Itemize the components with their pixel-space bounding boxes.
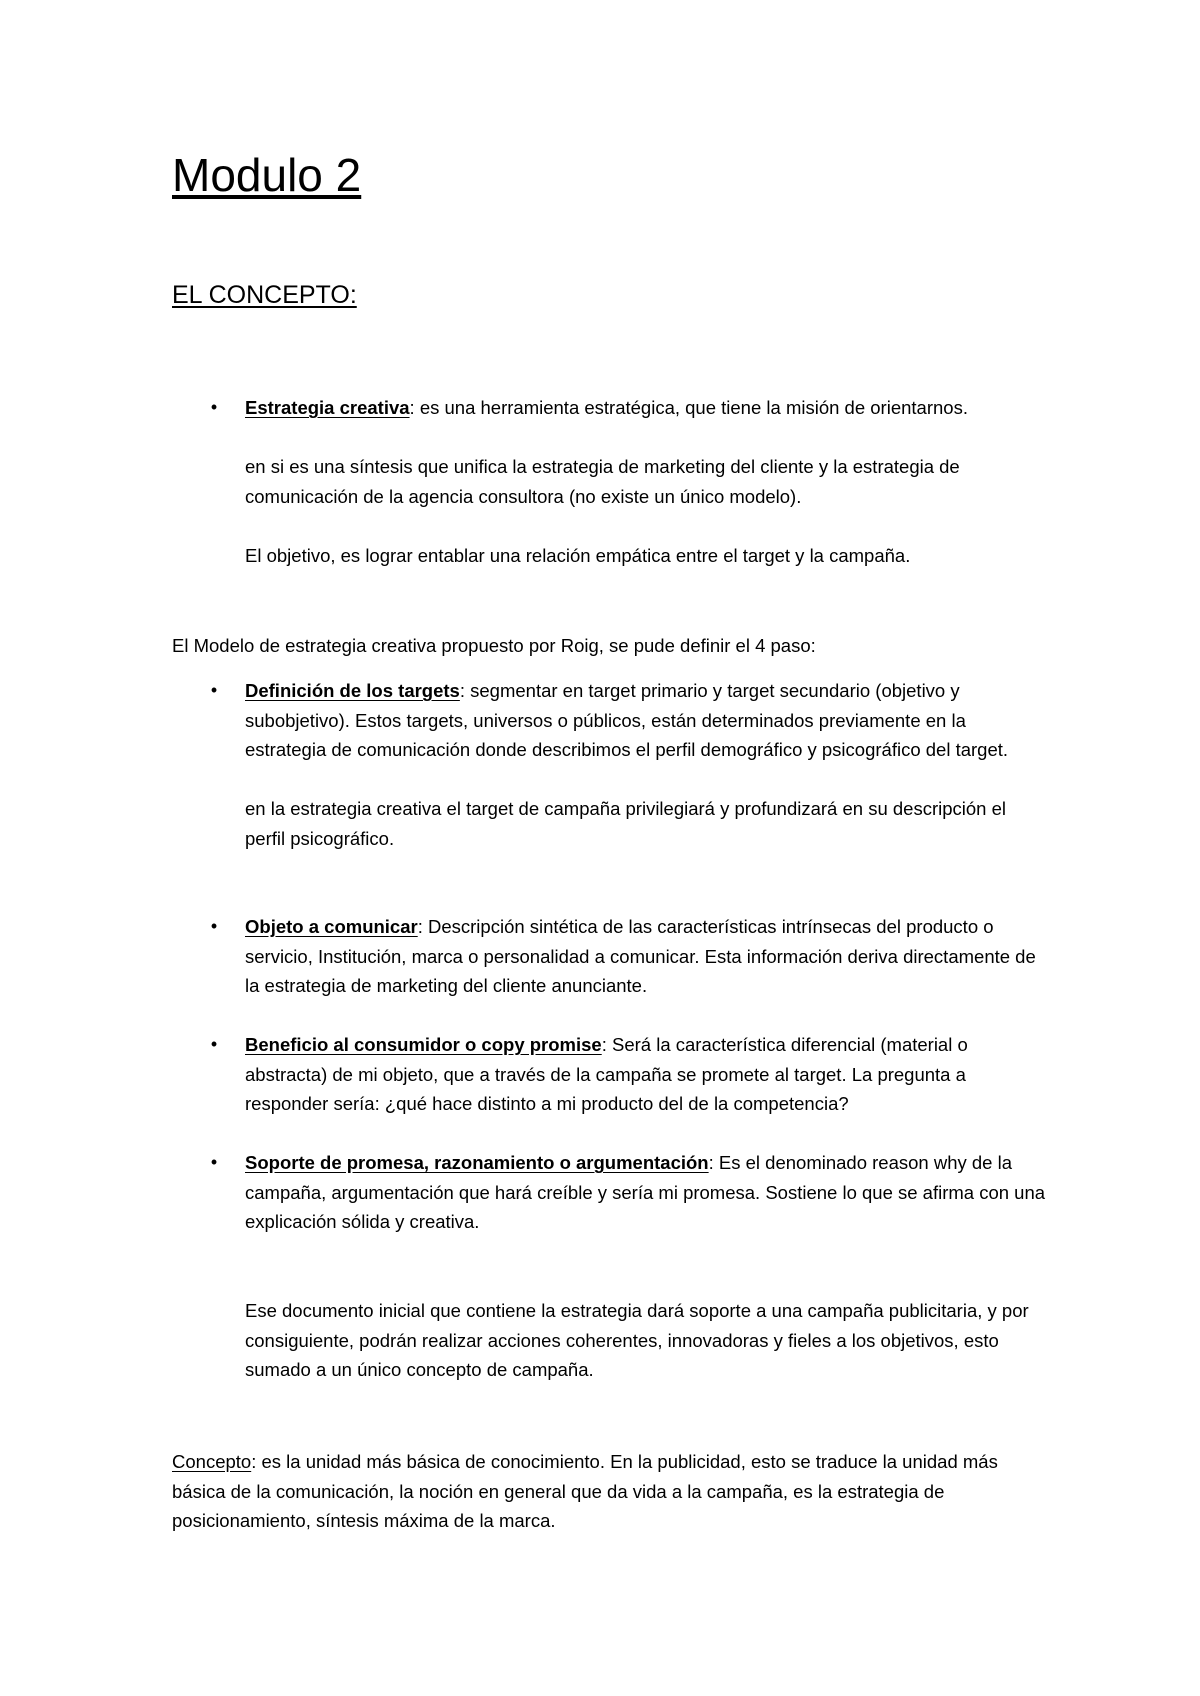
list-item-benefit — [210, 1030, 1050, 1119]
closing-text: Ese documento inicial que contiene la estrategia dará soporte a una campaña publicitaria, y por consiguiente, podrán realizar acciones coherentes, innovadoras y fieles a los objetivos, esto sumado a un único concepto de campaña. — [245, 1300, 1029, 1380]
list-item-term: Definición de los targets — [245, 680, 460, 701]
list-item-colon: : — [417, 916, 423, 937]
list-item-term: Soporte de promesa, razonamiento o argumentación — [245, 1152, 709, 1173]
concept-term: Concepto — [172, 1451, 252, 1472]
list-item-colon: : — [459, 680, 465, 701]
page-title: Modulo 2 — [172, 149, 362, 201]
list-item-body: Descripción sintética de las características intrínsecas del producto o servicio, Institución, marca o personalidad a comunicar. Esta información deriva directamente de la estrategia de marketing del cliente anunciante. — [245, 916, 1036, 996]
concept-text — [172, 1447, 1032, 1536]
list-item-object — [210, 912, 1050, 1001]
strategy-term: Estrategia creativa — [245, 397, 410, 418]
list-item-colon: : — [601, 1034, 607, 1055]
strategy-bullet — [210, 393, 1050, 570]
model-intro-text: El Modelo de estrategia creativa propuesto por Roig, se pude definir el 4 paso: — [172, 635, 816, 656]
list-item-colon: : — [708, 1152, 714, 1173]
list-item-extra: en la estrategia creativa el target de campaña privilegiará y profundizará en su descripción el perfil psicográfico. — [245, 798, 1006, 849]
list-item-body: Es el denominado reason why de la campaña, argumentación que hará creíble y sería mi promesa. Sostiene lo que se afirma con una explicación sólida y creativa. — [245, 1152, 1046, 1232]
concept-paragraph — [172, 1447, 1032, 1536]
list-item-text — [245, 1030, 1050, 1119]
list-item-body: segmentar en target primario y target secundario (objetivo y subobjetivo). Estos targets, universos o públicos, están determinados previamente en la estrategia de comunicación donde describimos el perfil demográfico y psicográfico del target. — [245, 680, 1009, 760]
strategy-definition — [245, 393, 1050, 423]
list-item-targets — [210, 676, 1050, 853]
bullet-icon: • — [210, 680, 218, 700]
bullet-icon: • — [210, 1152, 218, 1172]
model-intro — [172, 631, 1032, 661]
list-item-text — [245, 676, 1050, 765]
list-item-text — [245, 912, 1050, 1001]
section-heading: EL CONCEPTO: — [172, 281, 357, 309]
bullet-icon: • — [210, 916, 218, 936]
concept-colon: : — [251, 1451, 257, 1472]
list-item-term: Objeto a comunicar — [245, 916, 418, 937]
closing-paragraph — [245, 1296, 1050, 1385]
bullet-icon: • — [210, 1034, 218, 1054]
list-item-body: Será la característica diferencial (material o abstracta) de mi objeto, que a través de la campaña se promete al target. La pregunta a responder sería: ¿qué hace distinto a mi producto del de la competencia? — [245, 1034, 968, 1114]
bullet-icon: • — [210, 397, 218, 417]
list-item-term: Beneficio al consumidor o copy promise — [245, 1034, 602, 1055]
strategy-paragraph-1: en si es una síntesis que unifica la estrategia de marketing del cliente y la estrategia de comunicación de la agencia consultora (no existe un único modelo). — [245, 456, 960, 507]
strategy-text: es una herramienta estratégica, que tiene la misión de orientarnos. — [414, 397, 968, 418]
strategy-colon: : — [409, 397, 415, 418]
strategy-paragraph-2: El objetivo, es lograr entablar una relación empática entre el target y la campaña. — [245, 544, 911, 566]
concept-body: es la unidad más básica de conocimiento. En la publicidad, esto se traduce la unidad más básica de la comunicación, la noción en general que da vida a la campaña, es la estrategia de posicionamiento, síntesis máxima de la marca. — [172, 1451, 998, 1531]
list-item-support — [210, 1148, 1050, 1237]
list-item-text — [245, 1148, 1050, 1237]
